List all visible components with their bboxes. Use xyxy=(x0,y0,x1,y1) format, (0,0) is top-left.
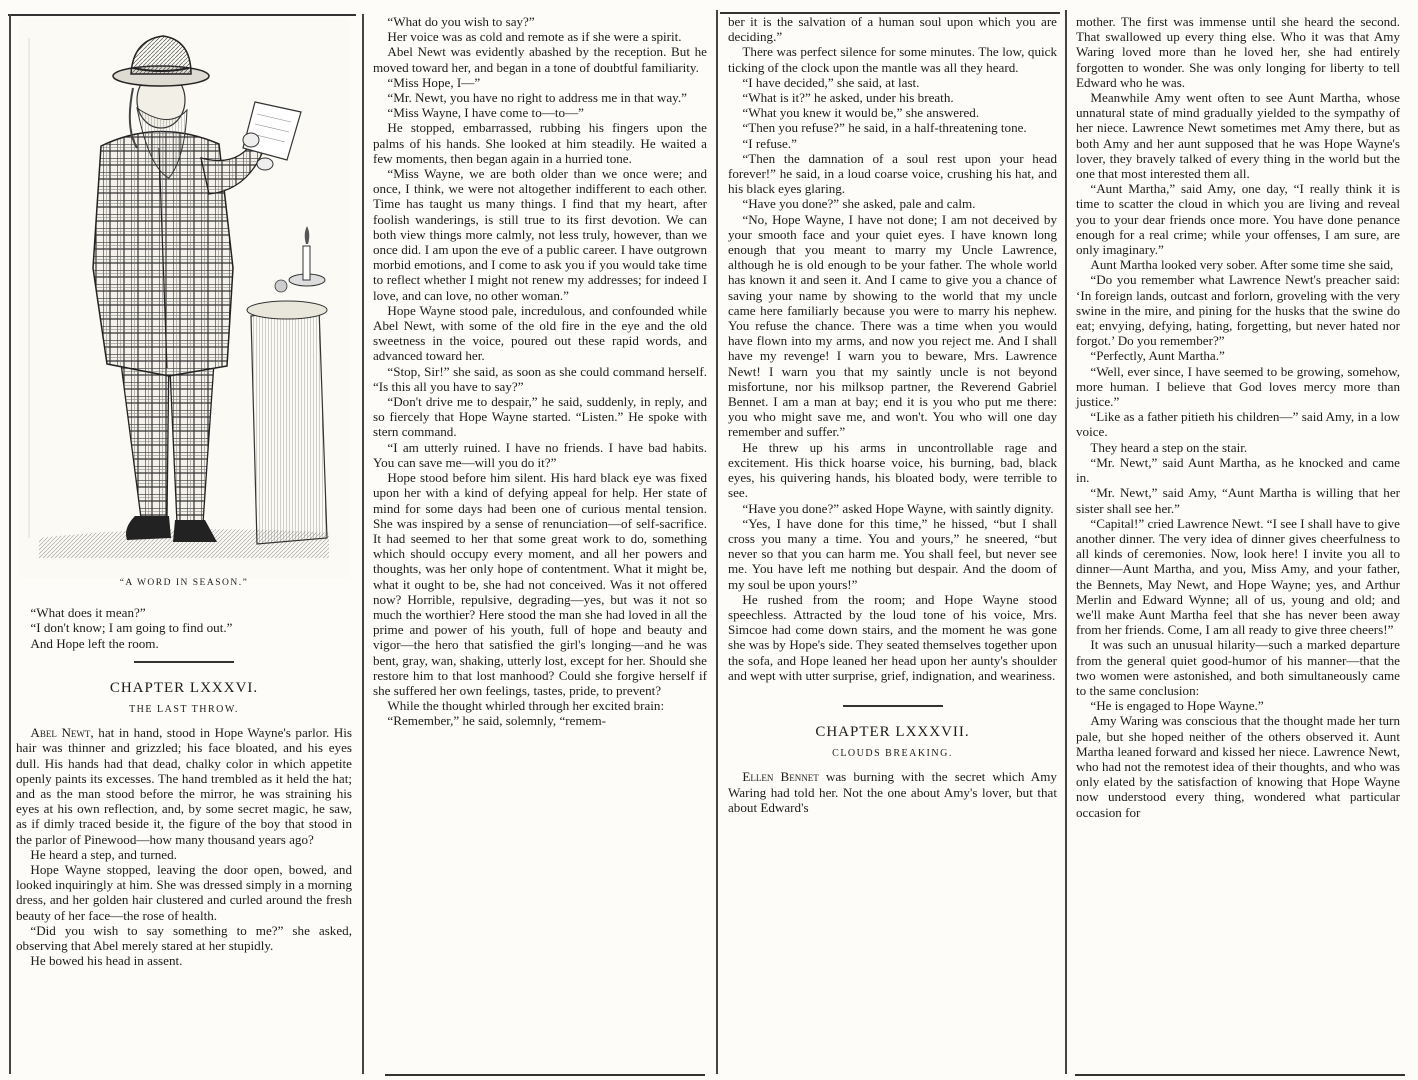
col4-para-14: “He is engaged to Hope Wayne.” xyxy=(1090,698,1264,714)
chapter-heading-lxxxvii: CHAPTER LXXXVII. xyxy=(815,723,970,740)
col2-para-1: “What do you wish to say?” xyxy=(387,14,535,29)
col4-para-10: “Mr. Newt,” said Aunt Martha, as he knocked and came in. xyxy=(1076,454,1400,486)
illustration-caption: “A WORD IN SEASON.” xyxy=(119,578,249,588)
col4-para-3: “Aunt Martha,” said Amy, one day, “I really think it is time to scatter the cloud in which you are living and reveal you to your dear friends once more. You have done penance enough for a real crime; while your offenses, I am sure, are only imaginary.” xyxy=(1076,181,1400,258)
column-4 xyxy=(1068,14,1408,1072)
column-3 xyxy=(720,14,1065,1072)
chapter-lead-words: Abel Newt, xyxy=(30,725,94,741)
col2-para-3: Abel Newt was evidently abashed by the reception. But he moved toward her, and began in a tone of doubtful familiarity. xyxy=(373,44,707,75)
col4-para-6: “Perfectly, Aunt Martha.” xyxy=(1090,348,1225,364)
col2-para-15: “Remember,” he said, solemnly, “remem- xyxy=(387,713,606,729)
column-rule-3 xyxy=(1065,10,1067,1074)
bottom-rule-mid xyxy=(385,1074,705,1076)
col3-para-4: “What is it?” he asked, under his breath. xyxy=(742,90,954,106)
col3-para-9: “Have you done?” she asked, pale and calm. xyxy=(742,196,976,212)
col3-para-13: “Yes, I have done for this time,” he hissed, “but I shall cross you many a time. You and yours,” he sneered, “but never so that you can harm me. You shall feel, but never see me. You have left me nothing but despair. And the doom of my soul be upon yours!” xyxy=(728,515,1057,592)
column-2 xyxy=(365,14,715,1072)
col2-para-14: While the thought whirled through her excited brain: xyxy=(387,698,665,714)
col3-para-2: There was perfect silence for some minutes. The low, quick ticking of the clock upon the mantle was all they heard. xyxy=(728,44,1057,75)
col2-para-4: “Miss Hope, I—” xyxy=(387,74,481,90)
col2-para-8: “Miss Wayne, we are both older than we once were; and once, I think, we were not altogether indifferent to each other. Time has taught us many things. I find that my heart, after foolish wanderings, is still true to its first devotion. We can both view things more calmly, not less truly, however, than we once did. I am upon the eve of a public career. I have outgrown morbid emotions, and I come to ask you if you would take time to reflect whether I might not renew my addresses; for indeed I love, and can love, no other woman.” xyxy=(373,166,707,303)
col4-para-7: “Well, ever since, I have seemed to be growing, somehow, more human. I believe that God loves mercy more than justice.” xyxy=(1076,363,1400,410)
column-rule-1 xyxy=(362,14,364,1074)
col1-para-7: “Did you wish to say something to me?” she asked, observing that Abel merely stared at her stupidly. xyxy=(16,922,352,954)
chapter-lead-words-2: Ellen Bennet xyxy=(742,769,819,785)
col3-para-5: “What you knew it would be,” she answered. xyxy=(742,105,980,121)
col1-para-6: Hope Wayne stopped, leaving the door open, bowed, and looked inquiringly at him. She was dressed simply in a morning dress, and her golden hair clustered and curled around the fresh beauty of her face—the rose of health. xyxy=(16,862,352,923)
chapter-subtitle-clouds-breaking: CLOUDS BREAKING. xyxy=(832,748,953,760)
col3-para-7: “I refuse.” xyxy=(742,135,797,151)
col4-para-5: “Do you remember what Lawrence Newt's preacher said: ‘In foreign lands, outcast and forlorn, groveling with the very swine in the mire, and pining for the husks that the swine do eat; envying, defying, hating, forgetting, but never hated nor forgot.’ Do you remember?” xyxy=(1076,272,1400,349)
col3-para-15: was burning with the secret which Amy Waring had told her. Not the one about Amy's lover, but that about Edward's xyxy=(728,769,1057,815)
col2-para-12: “I am utterly ruined. I have no friends. I have bad habits. You can save me—will you do it?” xyxy=(373,439,707,470)
col4-para-15: Amy Waring was conscious that the thought made her turn pale, but she hoped neither of the others observed it. Aunt Martha leaned forward and kissed her niece. Lawrence Newt, who had not the remotest idea of their thoughts, and who was only elated by the satisfaction of knowing that Hope Wayne now understood every thing, wondered what particular occasion for xyxy=(1076,713,1400,820)
section-divider-2 xyxy=(843,705,943,707)
col3-para-11: He threw up his arms in uncontrollable rage and excitement. His thick hoarse voice, his burning, bad, black eyes, his quivering hands, his bloated body, were terrible to see. xyxy=(728,439,1057,501)
col4-para-11: “Mr. Newt,” said Amy, “Aunt Martha is willing that her sister shall see her.” xyxy=(1076,485,1400,516)
col3-para-6: “Then you refuse?” he said, in a half-threatening tone. xyxy=(742,120,1027,136)
col2-para-6: “Miss Wayne, I have come to—to—” xyxy=(387,105,584,121)
col1-para-5: He heard a step, and turned. xyxy=(30,846,177,862)
col1-para-8: He bowed his head in assent. xyxy=(30,953,183,969)
col3-para-12: “Have you done?” asked Hope Wayne, with saintly dignity. xyxy=(742,500,1054,516)
col4-para-2: Meanwhile Amy went often to see Aunt Martha, whose unnatural state of mind gradually yielded to the sympathy of her niece. Lawrence Newt sometimes met Amy there, but as both Amy and her aunt supposed that he was Hope Wayne's lover, they bravely talked of every thing in the world but the one that most interested them all. xyxy=(1076,90,1400,182)
col2-para-2: Her voice was as cold and remote as if she were a spirit. xyxy=(387,29,682,45)
col4-para-9: They heard a step on the stair. xyxy=(1090,439,1248,455)
chapter-subtitle-last-throw: THE LAST THROW. xyxy=(129,704,239,716)
col4-para-4: Aunt Martha looked very sober. After some time she said, xyxy=(1090,257,1394,273)
chapter-heading-lxxxvi: CHAPTER LXXXVI. xyxy=(109,679,259,696)
bottom-rule-right xyxy=(1075,1074,1405,1076)
col3-para-1: ber it is the salvation of a human soul upon which you are deciding.” xyxy=(728,14,1057,45)
column-1 xyxy=(8,14,360,1072)
col3-para-3: “I have decided,” she said, at last. xyxy=(742,74,920,90)
col2-para-13: Hope stood before him silent. His hard black eye was fixed upon her with a kind of defying appeal for help. Her state of mind for some days had been one of curious mental tension. She was inspired by a sense of renunciation—of self-sacrifice. It had seemed to her that some great work to do, something which should occupy every moment, and all her powers and thoughts, was her only hope of contentment. What it might be, what it ought to be, she had not conceived. Was it not offered now? Horrible, repulsive, degrading—yes, but was it not so much the worthier? Here stood the man she had loved in all the prime and power of his youth, full of hope and beauty and vigor—the hero that satisfied the girl's longing—and he was bent, gray, wan, shaking, utterly lost, except for her. Should she restore him to that lost manhood? Could she forgive herself if she suffered her own feelings, tastes, pride, to prevent? xyxy=(373,470,707,698)
col2-para-5: “Mr. Newt, you have no right to address me in that way.” xyxy=(387,90,687,106)
col1-para-1: “What does it mean?” xyxy=(30,605,146,621)
col2-para-10: “Stop, Sir!” she said, as soon as she could command herself. “Is this all you have to say?” xyxy=(373,363,707,394)
column-rule-2 xyxy=(716,10,718,1074)
col1-para-4: hat in hand, stood in Hope Wayne's parlor. His hair was thinner and grizzled; his face bloated, and his eyes dull. His hands had that dead, chalky color in which appetite openly paints its excesses. The hand trembled as it held the hat; and as the man stood before the mirror, he was straining his eyes at his own reflection, and, by some secret magic, he saw, as if dimly traced beside it, the figure of the boy that stood in the parlor of Pinewood—how many thousand years ago? xyxy=(16,725,353,847)
col4-para-8: “Like as a father pitieth his children—” said Amy, in a low voice. xyxy=(1076,409,1400,440)
col1-para-2: “I don't know; I am going to find out.” xyxy=(30,620,233,636)
col2-para-7: He stopped, embarrassed, rubbing his fingers upon the palms of his hands. She looked at him steadily. He waited a few moments, then began again in a hurried tone. xyxy=(373,120,707,166)
col4-para-13: It was such an unusual hilarity—such a marked departure from the general quiet good-humor of his manner—that the two women were astonished, and both simultaneously came to the same conclusion: xyxy=(1076,637,1400,698)
col1-para-3: And Hope left the room. xyxy=(30,635,159,651)
col3-para-10: “No, Hope Wayne, I have not done; I am not deceived by your smooth face and your quiet eyes. I have known long enough that you meant to marry my Uncle Lawrence, although he is old enough to be your father. The whole world has known it and seen it. And I came to give you a chance of saving your name by showing to the world that my uncle came here familiarly because you were to marry his nephew. You refuse the chance. There was a time when you would have flown into my arms, and now you reject me. And I shall have my revenge! I warn you to beware, Mrs. Lawrence Newt! I warn you that my saintly uncle is not beyond misfortune, nor his milksop partner, the Reverend Gabriel Bennet. I am a man at bay; end it is you who put me there: you who might save me, and won't. You who will one day remember and suffer.” xyxy=(728,211,1057,440)
section-divider xyxy=(134,661,234,663)
col2-para-11: “Don't drive me to despair,” he said, suddenly, in reply, and so fiercely that Hope Wayne started. “Listen.” He spoke with stern command. xyxy=(373,394,707,440)
col3-para-14: He rushed from the room; and Hope Wayne stood speechless. Attracted by the loud tone of his voice, Mrs. Simcoe had come down stairs, and the moment he was gone she was by Hope's side. They seated themselves together upon the sofa, and Hope leaned her head upon her aunty's shoulder and wept with utter surprise, grief, indignation, and weariness. xyxy=(728,591,1057,683)
col4-para-12: “Capital!” cried Lawrence Newt. “I see I shall have to give another dinner. The very idea of dinner gives cheerfulness to all kinds of ceremonies. Now, look here! I invite you all to dinner—Aunt Martha, and you, Miss Amy, and your father, the Bennets, May Newt, and Hope Wayne; yes, and Arthur Merlin and Edward Wynne; all of us, young and old; and we'll make Aunt Martha feel that she has never been away from her friends. Come, I am all ready to give three cheers!” xyxy=(1076,515,1400,638)
engraving-man-reading-letter xyxy=(19,18,349,578)
col3-para-8: “Then the damnation of a soul rest upon your head forever!” he said, in a loud coarse voice, crushing his hat, and his black eyes glaring. xyxy=(728,150,1057,197)
col4-para-1: mother. The first was immense until she heard the second. That swallowed up every thing else. Who it was that Amy Waring loved more than he loved her, she had entirely forgotten to wonder. She was only longing for liberty to tell Edward who he was. xyxy=(1076,14,1400,90)
col2-para-9: Hope Wayne stood pale, incredulous, and confounded while Abel Newt, with some of the old fire in the eye and the old sweetness in the voice, poured out these rapid words, and advanced toward her. xyxy=(373,302,707,364)
